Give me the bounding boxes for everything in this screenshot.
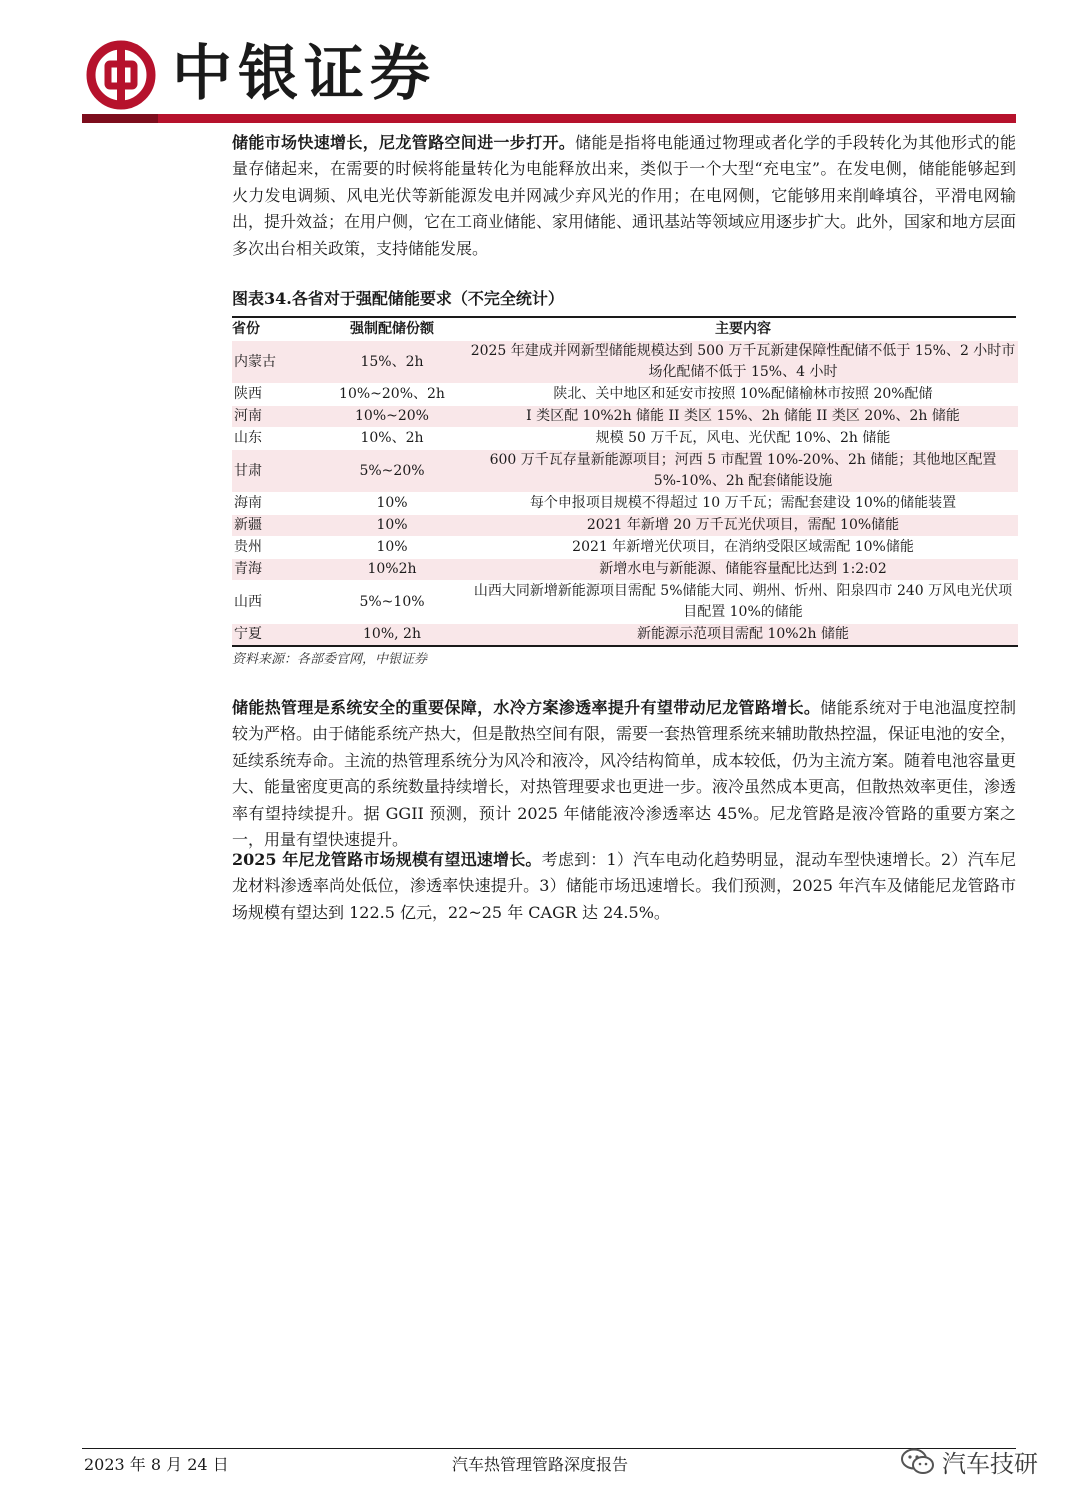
table-row xyxy=(232,624,1018,647)
province-cell: 青海 xyxy=(232,559,316,581)
report-title: 汽车热管理管路深度报告 xyxy=(452,1455,629,1474)
content-cell: 2025 年建成并网新型储能规模达到 500 万千瓦新建保障性配储不低于 15%、2 小时市场化配储不低于 15%、4 小时 xyxy=(468,341,1018,384)
content-cell: 陕北、关中地区和延安市按照 10%配储榆林市按照 20%配储 xyxy=(553,386,933,402)
content-cell: 600 万千瓦存量新能源项目；河西 5 市配置 10%-20%、2h 储能；其他地区配置 5%-10%、2h 配套储能设施 xyxy=(468,450,1018,493)
table-row xyxy=(232,581,1018,624)
report-date: 2023 年 8 月 24 日 xyxy=(84,1455,229,1474)
footer-divider xyxy=(82,1448,1016,1449)
column-header-content: 主要内容 xyxy=(715,320,771,337)
paragraph-market-forecast xyxy=(232,847,1016,926)
header-divider xyxy=(82,114,1016,123)
content-cell: 2021 年新增光伏项目，在消纳受限区域需配 10%储能 xyxy=(572,539,914,555)
table-row xyxy=(232,384,1018,406)
column-header-share: 强制配储份额 xyxy=(350,320,434,337)
paragraph-lead: 2025 年尼龙管路市场规模有望迅速增长。 xyxy=(232,850,542,869)
share-cell: 10%、2h xyxy=(360,430,424,446)
watermark-text: 汽车技研 xyxy=(942,1450,1038,1478)
paragraph-energy-storage xyxy=(232,130,1016,262)
share-cell: 10% xyxy=(376,539,408,555)
share-cell: 10% xyxy=(316,515,468,537)
paragraph-body: 储能系统对于电池温度控制较为严格。由于储能系统产热大，但是散热空间有限，需要一套热管理系统来辅助散热控温，保证电池的安全，延续系统寿命。主流的热管理系统分为风冷和液冷，风冷结构简单，成本较低，仍为主流方案。随着电池容量更大、能量密度更高的系统数量持续增长，对热管理要求也更进一步。液冷虽然成本更高，但散热效率更佳，渗透率有望持续提升。据 GGII 预测，预计 2025 年储能液冷渗透率达 45%。尼龙管路是液冷管路的重要方案之一，用量有望快速提升。 xyxy=(232,698,1017,850)
province-cell: 内蒙古 xyxy=(232,341,316,384)
table-row xyxy=(232,515,1018,537)
content-cell: 新增水电与新能源、储能容量配比达到 1:2:02 xyxy=(468,559,1018,581)
paragraph-lead: 储能市场快速增长，尼龙管路空间进一步打开。 xyxy=(232,133,576,152)
share-cell: 10% xyxy=(376,495,408,511)
table-row xyxy=(232,559,1018,581)
content-cell: I 类区配 10%2h 储能 II 类区 15%、2h 储能 II 类区 20%、2h 储能 xyxy=(468,406,1018,428)
table-row xyxy=(232,406,1018,428)
province-cell: 陕西 xyxy=(234,386,262,402)
share-cell: 5%~20% xyxy=(316,450,468,493)
share-cell: 5%~10% xyxy=(359,593,425,610)
table-row xyxy=(232,493,1018,515)
content-cell: 2021 年新增 20 万千瓦光伏项目，需配 10%储能 xyxy=(468,515,1018,537)
share-cell: 10%~20%、2h xyxy=(339,386,445,402)
share-cell: 10%~20% xyxy=(316,406,468,428)
province-cell: 海南 xyxy=(234,495,262,511)
table-row xyxy=(232,450,1018,493)
table-row xyxy=(232,428,1018,450)
province-cell: 山东 xyxy=(234,430,262,446)
figure-title: 图表34.各省对于强配储能要求（不完全统计） xyxy=(232,288,1016,318)
province-cell: 山西 xyxy=(234,593,262,610)
brand-name: 中银证券 xyxy=(172,39,436,109)
storage-requirements-table xyxy=(232,318,1018,647)
province-cell: 新疆 xyxy=(232,515,316,537)
province-cell: 宁夏 xyxy=(232,624,316,647)
paragraph-lead: 储能热管理是系统安全的重要保障，水冷方案渗透率提升有望带动尼龙管路增长。 xyxy=(232,698,821,717)
paragraph-thermal-management xyxy=(232,695,1016,853)
province-cell: 甘肃 xyxy=(232,450,316,493)
table-row xyxy=(232,537,1018,559)
share-cell: 10%, 2h xyxy=(316,624,468,647)
province-cell: 贵州 xyxy=(234,539,262,555)
bank-of-china-logo-icon xyxy=(86,40,156,110)
share-cell: 15%、2h xyxy=(316,341,468,384)
table-row xyxy=(232,341,1018,384)
paragraph-body: 储能是指将电能通过物理或者化学的手段转化为其他形式的能量存储起来，在需要的时候将能量转化为电能释放出来，类似于一个大型“充电宝”。在发电侧，储能能够起到火力发电调频、风电光伏等新能源发电并网减少弃风光的作用；在电网侧，它能够用来削峰填谷，平滑电网输出，提升效益；在用户侧，它在工商业储能、家用储能、通讯基站等领域应用逐步扩大。此外，国家和地方层面多次出台相关政策，支持储能发展。 xyxy=(232,133,1017,258)
province-cell: 河南 xyxy=(232,406,316,428)
figure-source: 资料来源：各部委官网，中银证券 xyxy=(232,652,428,667)
wechat-icon xyxy=(900,1447,936,1477)
share-cell: 10%2h xyxy=(316,559,468,581)
paragraph-body: 考虑到：1）汽车电动化趋势明显，混动车型快速增长。2）汽车尼龙材料渗透率尚处低位，渗透率快速提升。3）储能市场迅速增长。我们预测，2025 年汽车及储能尼龙管路市场规模有望达到 122.5 亿元，22~25 年 CAGR 达 24.5%。 xyxy=(232,850,1016,922)
column-header-province: 省份 xyxy=(232,320,260,337)
content-cell: 每个申报项目规模不得超过 10 万千瓦；需配套建设 10%的储能装置 xyxy=(529,495,957,511)
content-cell: 规模 50 万千瓦，风电、光伏配 10%、2h 储能 xyxy=(595,430,891,446)
content-cell: 山西大同新增新能源项目需配 5%储能大同、朔州、忻州、阳泉四市 240 万风电光伏项目配置 10%的储能 xyxy=(473,583,1013,620)
content-cell: 新能源示范项目需配 10%2h 储能 xyxy=(468,624,1018,647)
